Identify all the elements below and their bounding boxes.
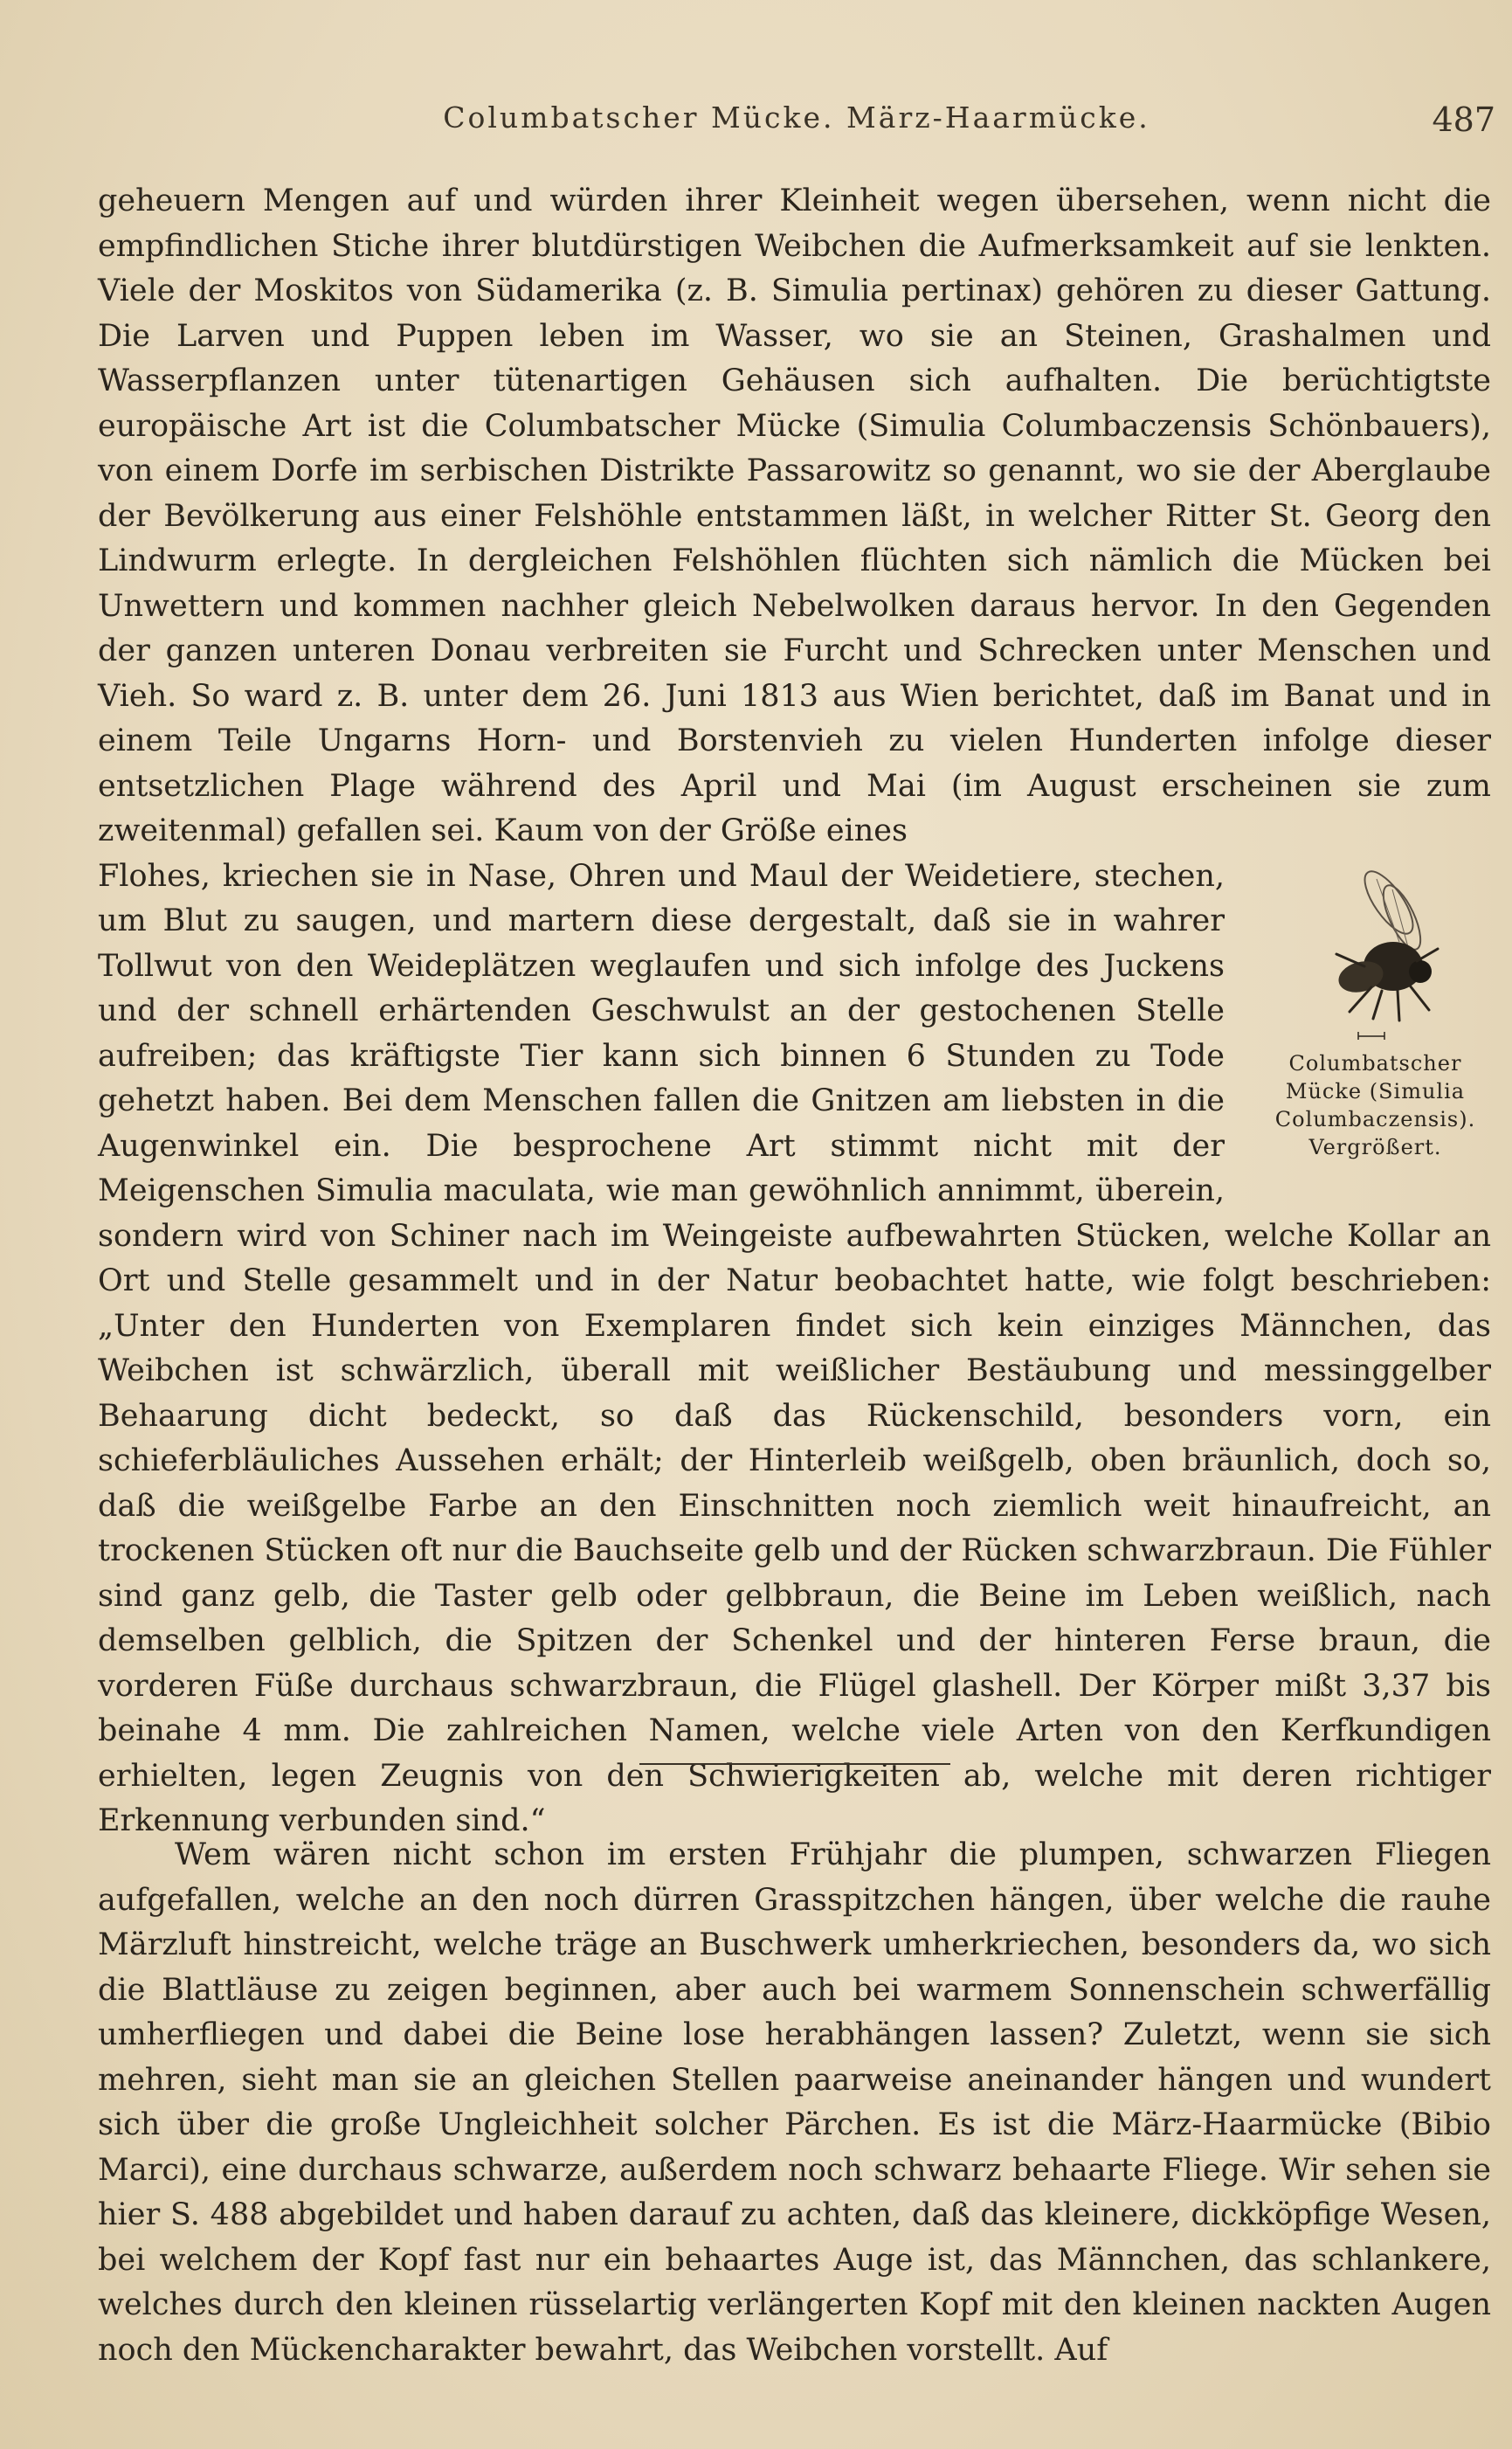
section-divider — [639, 1763, 950, 1765]
section-simulia — [98, 179, 1491, 1844]
page-number: 487 — [1432, 100, 1495, 139]
section-bibio-marci — [98, 1833, 1491, 2373]
caption-line: Mücke (Simulia — [1285, 1078, 1466, 1103]
caption-line: Columbaczensis). — [1274, 1106, 1476, 1131]
paragraph-intro: geheuern Mengen auf und würden ihrer Kleinheit wegen übersehen, wenn nicht die empfindlichen Stiche ihrer blutdürstigen Weibchen die Aufmerksamkeit auf sie lenkten. Viele der Moskitos von Südamerika (z. B. Simulia pertinax) gehören zu dieser Gattung. Die Larven und Puppen leben im Wasser, wo sie an Steinen, Grashalmen und Wasserpflanzen unter tütenartigen Gehäusen sich aufhalten. Die berüchtigtste europäische Art ist die Columbatscher Mücke (Simulia Columbaczensis Schönbauers), von einem Dorfe im serbischen Distrikte Passarowitz so genannt, wo sie der Aberglaube der Bevölkerung aus einer Felshöhle entstammen läßt, in welcher Ritter St. Georg den Lindwurm erlegte. In dergleichen Felshöhlen flüchten sich nämlich die Mücken bei Unwettern und kommen nachher gleich Nebelwolken daraus hervor. In den Gegenden der ganzen unteren Donau verbreiten sie Furcht und Schrecken unter Menschen und Vieh. So ward z. B. unter dem 26. Juni 1813 aus Wien berichtet, daß im Banat und in einem Teile Ungarns Horn- und Borstenvieh zu vielen Hunderten infolge dieser entsetzlichen Plage während des April und Mai (im August erscheinen sie zum zweitenmal) gefallen sei. Kaum von der Größe eines — [98, 183, 1491, 848]
caption-line: Columbatscher — [1288, 1050, 1462, 1076]
fly-illustration — [1301, 863, 1450, 1042]
figure-caption — [1260, 1049, 1491, 1161]
figure-columbatscher-muecke — [1260, 863, 1491, 1161]
paragraph-description: Flohes, kriechen sie in Nase, Ohren und Maul der Weidetiere, stechen, um Blut zu saugen, und martern diese dergestalt, daß sie in wahrer Tollwut von den Weideplätzen weglaufen und sich infolge des Juckens und der schnell erhärtenden Geschwulst an der gestochenen Stelle aufreiben; das kräftigste Tier kann sich binnen 6 Stunden zu Tode gehetzt haben. Bei dem Menschen fallen die Gnitzen am liebsten in die Augenwinkel ein. Die besprochene Art stimmt nicht mit der Meigenschen Simulia maculata, wie man gewöhnlich annimmt, überein, sondern wird von Schiner nach im Weingeiste aufbewahrten Stücken, welche Kollar an Ort und Stelle gesammelt und in der Natur beobachtet hatte, wie folgt beschrieben: „Unter den Hunderten von Exemplaren findet sich kein einziges Männchen, das Weibchen ist schwärzlich, überall mit weißlicher Bestäubung und messinggelber Behaarung dicht bedeckt, so daß das Rückenschild, besonders vorn, ein schieferbläuliches Aussehen erhält; der Hinterleib weißgelb, oben bräunlich, doch so, daß die weißgelbe Farbe an den Einschnitten noch ziemlich weit hinaufreicht, an trockenen Stücken oft nur die Bauchseite gelb und der Rücken schwarzbraun. Die Fühler sind ganz gelb, die Taster gelb oder gelbbraun, die Beine im Leben weißlich, nach demselben gelblich, die Spitzen der Schenkel und der hinteren Ferse braun, die vorderen Füße durchaus schwarzbraun, die Flügel glashell. Der Körper mißt 3,37 bis beinahe 4 mm. Die zahlreichen Namen, welche viele Arten von den Kerfkundigen erhielten, legen Zeugnis von den Schwierigkeiten ab, welche mit deren richtiger Erkennung verbunden sind.“ — [98, 858, 1491, 1838]
running-head: Columbatscher Mücke. März-Haarmücke. — [443, 100, 1150, 135]
paragraph-maerz-haarmuecke: Wem wären nicht schon im ersten Frühjahr die plumpen, schwarzen Fliegen aufgefallen, welche an den noch dürren Grasspitzchen hängen, über welche die rauhe Märzluft hinstreicht, welche träge an Buschwerk umherkriechen, besonders da, wo sich die Blattläuse zu zeigen beginnen, aber auch bei warmem Sonnenschein schwerfällig umherfliegen und dabei die Beine lose herabhängen lassen? Zuletzt, wenn sie sich mehren, sieht man sie an gleichen Stellen paarweise aneinander hängen und wundert sich über die große Ungleichheit solcher Pärchen. Es ist die März-Haarmücke (Bibio Marci), eine durchaus schwarze, außerdem noch schwarz behaarte Fliege. Wir sehen sie hier S. 488 abgebildet und haben darauf zu achten, daß das kleinere, dickköpfige Wesen, bei welchem der Kopf fast nur ein behaartes Auge ist, das Männchen, das schlankere, welches durch den kleinen rüsselartig verlängerten Kopf mit den kleinen nackten Augen noch den Mückencharakter bewahrt, das Weibchen vorstellt. Auf — [98, 1837, 1491, 2368]
caption-line: Vergrößert. — [1308, 1134, 1442, 1159]
page-header — [98, 100, 1495, 153]
